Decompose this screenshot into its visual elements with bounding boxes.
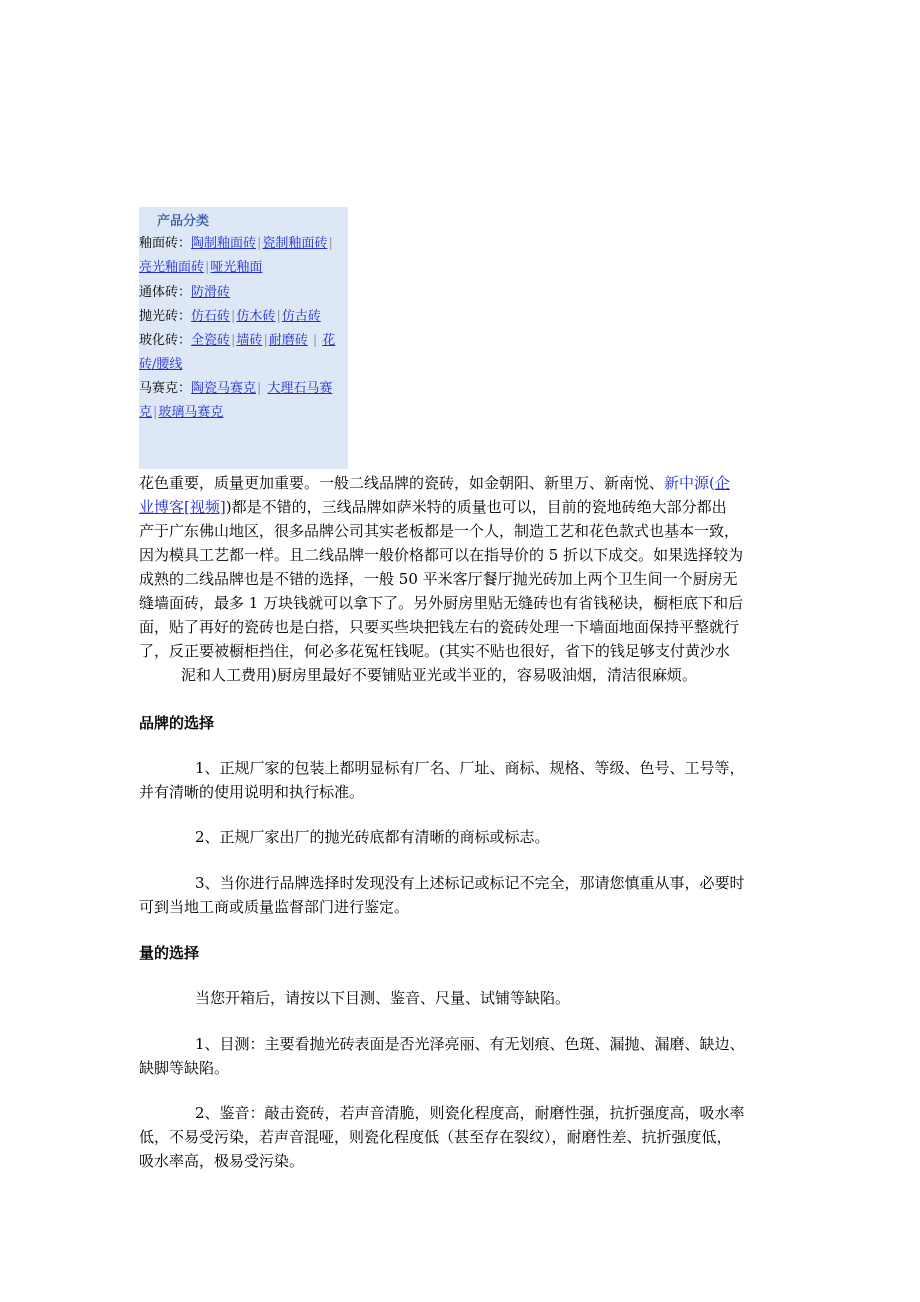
intro-line-4: 因为模具工艺都一样。且二线品牌一般价格都可以在指导价的 5 折以下成交。如果选择较为: [139, 546, 744, 564]
through-row: [139, 281, 348, 305]
link-waistline[interactable]: 砖/腰线: [139, 357, 183, 372]
brand-item-2: 2、正规厂家出厂的抛光砖底都有清晰的商标或标志。: [195, 828, 550, 846]
link-enterprise-blog-cont[interactable]: 业博客: [139, 498, 185, 516]
separator: |: [205, 260, 210, 275]
link-video[interactable]: [视频]: [184, 498, 226, 516]
link-marble-mosaic-cont[interactable]: 克: [139, 405, 153, 420]
separator: |: [276, 309, 281, 324]
link-full-porcelain[interactable]: 全瓷砖: [191, 333, 231, 348]
vitrified-label: 玻化砖：: [139, 333, 192, 348]
quality-heading: 量的选择: [139, 944, 200, 962]
category-box-title: 产品分类: [157, 214, 210, 229]
intro-line-8: 了，反正要被橱柜挡住，何必多花冤枉钱呢。(其实不贴也很好，省下的钱足够支付黄沙水: [139, 642, 730, 660]
separator: |: [257, 381, 262, 396]
link-glazed-ceramic[interactable]: 陶制釉面砖: [191, 236, 257, 251]
quality-item-1-line-2: 缺脚等缺陷。: [139, 1059, 230, 1077]
quality-item-2-line-2: 低，不易受污染，若声音混哑，则瓷化程度低（甚至存在裂纹），耐磨性差、抗折强度低，: [139, 1128, 732, 1146]
link-glazed-porcelain[interactable]: 瓷制釉面砖: [262, 236, 328, 251]
intro-text: )都是不错的，三线品牌如萨米特的质量也可以，目前的瓷地砖绝大部分都出: [225, 498, 727, 516]
separator: |: [328, 236, 333, 251]
mosaic-row-2: [139, 401, 348, 425]
intro-line-5: 成熟的二线品牌也是不错的选择，一般 50 平米客厅餐厅抛光砖加上两个卫生间一个厨房无: [139, 570, 738, 588]
separator: |: [257, 236, 262, 251]
glazed-label: 釉面砖：: [139, 236, 192, 251]
link-antique-imitation[interactable]: 仿古砖: [281, 309, 321, 324]
separator: |: [312, 333, 318, 348]
intro-line-1: [139, 471, 781, 495]
brand-item-3-line-2: 可到当地工商或质量监督部门进行鉴定。: [139, 898, 410, 916]
link-ceramic-mosaic[interactable]: 陶瓷马赛克: [191, 381, 257, 396]
vitrified-row-2: [139, 353, 348, 377]
brand-heading: 品牌的选择: [139, 714, 215, 732]
quality-intro: 当您开箱后，请按以下目测、鉴音、尺量、试铺等缺陷。: [195, 989, 571, 1007]
intro-paren: (: [709, 474, 715, 492]
link-wood-imitation[interactable]: 仿木砖: [236, 309, 276, 324]
intro-text: 花色重要，质量更加重要。一般二线品牌的瓷砖，如金朝阳、新里万、新南悦、: [139, 474, 665, 492]
brand-item-1-line-1: 1、正规厂家的包装上都明显标有厂名、厂址、商标、规格、等级、色号、工号等，: [195, 759, 745, 777]
intro-line-2: [139, 495, 781, 519]
polished-label: 抛光砖：: [139, 309, 192, 324]
intro-line-3: 产于广东佛山地区，很多品牌公司其实老板都是一个人，制造工艺和花色款式也基本一致，: [139, 522, 740, 540]
link-flower-tile[interactable]: 花: [322, 333, 336, 348]
link-glossy-glazed[interactable]: 亮光釉面砖: [139, 260, 205, 275]
separator: |: [231, 309, 236, 324]
intro-line-6: 缝墙面砖，最多 1 万块钱就可以拿下了。另外厨房里贴无缝砖也有省钱秘诀，橱柜底下和后: [139, 594, 744, 612]
vitrified-row: [139, 329, 348, 353]
link-matte-glazed[interactable]: 哑光釉面: [210, 260, 263, 275]
through-label: 通体砖：: [139, 285, 192, 300]
glazed-row: [139, 232, 348, 256]
link-anti-slip[interactable]: 防滑砖: [191, 285, 231, 300]
quality-item-1-line-1: 1、目测：主要看抛光砖表面是否光泽亮丽、有无划痕、色斑、漏抛、漏磨、缺边、: [195, 1035, 745, 1053]
separator: |: [153, 405, 158, 420]
link-stone-imitation[interactable]: 仿石砖: [191, 309, 231, 324]
link-wear-resistant[interactable]: 耐磨砖: [268, 333, 308, 348]
mosaic-row: [139, 377, 348, 401]
separator: |: [263, 333, 268, 348]
link-marble-mosaic[interactable]: 大理石马赛: [267, 381, 333, 396]
link-enterprise-blog[interactable]: 企: [714, 474, 730, 492]
link-wall-tile[interactable]: 墙砖: [236, 333, 263, 348]
link-xinzhongyuan[interactable]: 新中源: [664, 474, 710, 492]
quality-item-2-line-3: 吸水率高，极易受污染。: [139, 1152, 305, 1170]
polished-row: [139, 305, 348, 329]
mosaic-label: 马赛克：: [139, 381, 192, 396]
brand-item-3-line-1: 3、当你进行品牌选择时发现没有上述标记或标记不完全，那请您慎重从事，必要时: [195, 874, 745, 892]
brand-item-1-line-2: 并有清晰的使用说明和执行标准。: [139, 783, 365, 801]
quality-item-2-line-1: 2、鉴音：敲击瓷砖，若声音清脆，则瓷化程度高，耐磨性强，抗折强度高，吸水率: [195, 1104, 745, 1122]
link-glass-mosaic[interactable]: 玻璃马赛克: [158, 405, 224, 420]
intro-line-9: 泥和人工费用)厨房里最好不要铺贴亚光或半亚的，容易吸油烟，清洁很麻烦。: [181, 666, 697, 684]
intro-line-7: 面，贴了再好的瓷砖也是白搭，只要买些块把钱左右的瓷砖处理一下墙面地面保持平整就行: [139, 618, 740, 636]
glazed-row-2: [139, 256, 348, 280]
separator: |: [231, 333, 236, 348]
